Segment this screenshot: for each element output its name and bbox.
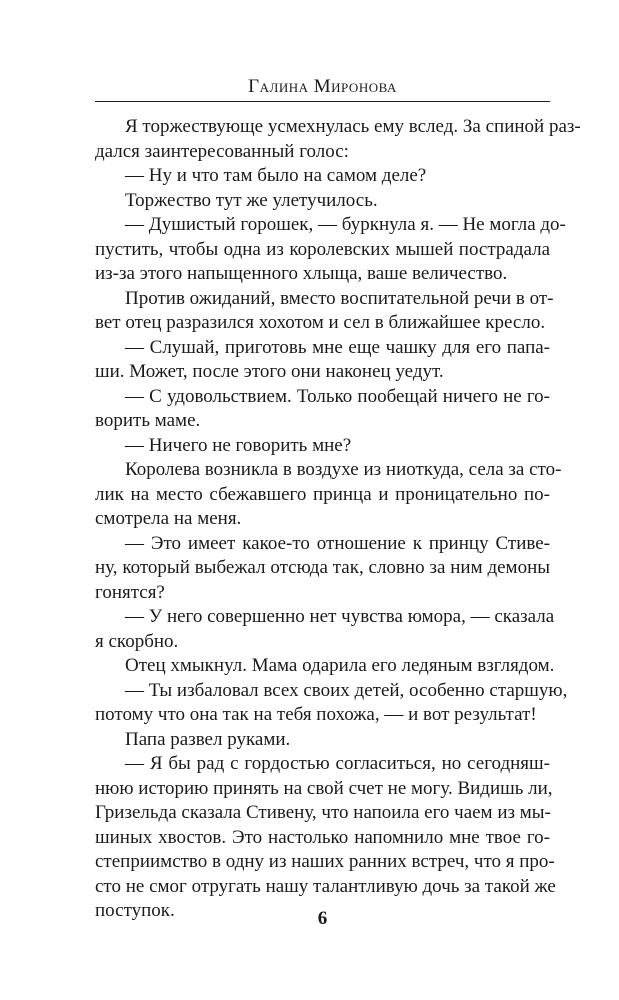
paragraph [95, 728, 550, 753]
paragraph [95, 189, 550, 214]
text-line: — Душистый горошек, — буркнула я. — Не могла до- [125, 214, 566, 235]
text-line: ворить маме. [95, 410, 201, 431]
paragraph [95, 213, 566, 287]
body-text [95, 115, 581, 924]
paragraph [95, 287, 554, 336]
text-line: — С удовольствием. Только пообещай ничего не го- [125, 385, 550, 407]
page-number: 6 [317, 908, 328, 929]
paragraph [95, 532, 550, 606]
text-line: Королева возникла в воздухе из ниоткуда, села за сто- [125, 459, 562, 480]
text-line: — Я бы рад с гордостью согласиться, но сегодняш- [125, 753, 550, 774]
text-line: дался заинтересованный голос: [95, 140, 349, 162]
running-header [95, 76, 550, 98]
text-line: нюю историю принять на свой счет не могу. Видишь ли, [95, 777, 553, 799]
paragraph [95, 164, 550, 189]
text-line: — Ну и что там было на самом деле? [125, 165, 427, 186]
text-line: Против ожиданий, вместо воспитательной речи в от- [125, 287, 554, 309]
text-line: я скорбно. [95, 630, 179, 652]
paragraph [95, 336, 550, 385]
text-line: ну, который выбежал отсюда так, словно за ним демоны [95, 557, 550, 578]
text-line: Гризельда сказала Стивену, что напоила его чаем из мы- [95, 802, 551, 823]
paragraph [95, 434, 550, 459]
text-line: Отец хмыкнул. Мама одарила его ледяным взглядом. [125, 655, 555, 676]
paragraph [95, 654, 555, 679]
text-line: — Ты избаловал всех своих детей, особенно старшую, [125, 679, 568, 701]
text-line: — Это имеет какое-то отношение к принцу Стиве- [125, 532, 550, 554]
text-line: Папа развел руками. [125, 728, 291, 750]
text-line: шиных хвостов. Это настолько напомнило мне твое го- [95, 826, 550, 848]
text-line: смотрела на меня. [95, 508, 242, 529]
paragraph [95, 679, 568, 728]
text-line: потому что она так на тебя похожа, — и вот результат! [95, 704, 537, 725]
text-line: — Ничего не говорить мне? [125, 434, 352, 456]
text-line: — У него совершенно нет чувства юмора, — сказала [125, 606, 555, 627]
paragraph [95, 752, 556, 924]
text-line: Я торжествующе усмехнулась ему вслед. За спиной раз- [125, 116, 581, 137]
text-line: гонятся? [95, 581, 165, 603]
text-line: Торжество тут же улетучилось. [125, 189, 378, 211]
text-line: вет отец разразился хохотом и сел в ближайшее кресло. [95, 312, 546, 333]
text-line: поступок. [95, 900, 175, 921]
running-title: Галина Миронова [248, 76, 397, 97]
header-rule [95, 101, 550, 102]
paragraph [95, 385, 550, 434]
text-line: ши. Может, после этого они наконец уедут. [95, 361, 444, 382]
text-line: — Слушай, приготовь мне еще чашку для его папа- [125, 336, 550, 358]
text-line: из-за этого напыщенного хлыща, ваше величество. [95, 263, 508, 284]
text-line: степриимство в одну из наших ранних встреч, что я про- [95, 851, 555, 872]
text-line: пустить, чтобы одна из королевских мышей пострадала [95, 238, 550, 260]
paragraph [95, 605, 555, 654]
text-line: лик на место сбежавшего принца и проницательно по- [95, 483, 550, 505]
text-line: сто не смог отругать нашу талантливую дочь за такой же [95, 875, 556, 897]
paragraph [95, 115, 581, 164]
paragraph [95, 458, 562, 532]
